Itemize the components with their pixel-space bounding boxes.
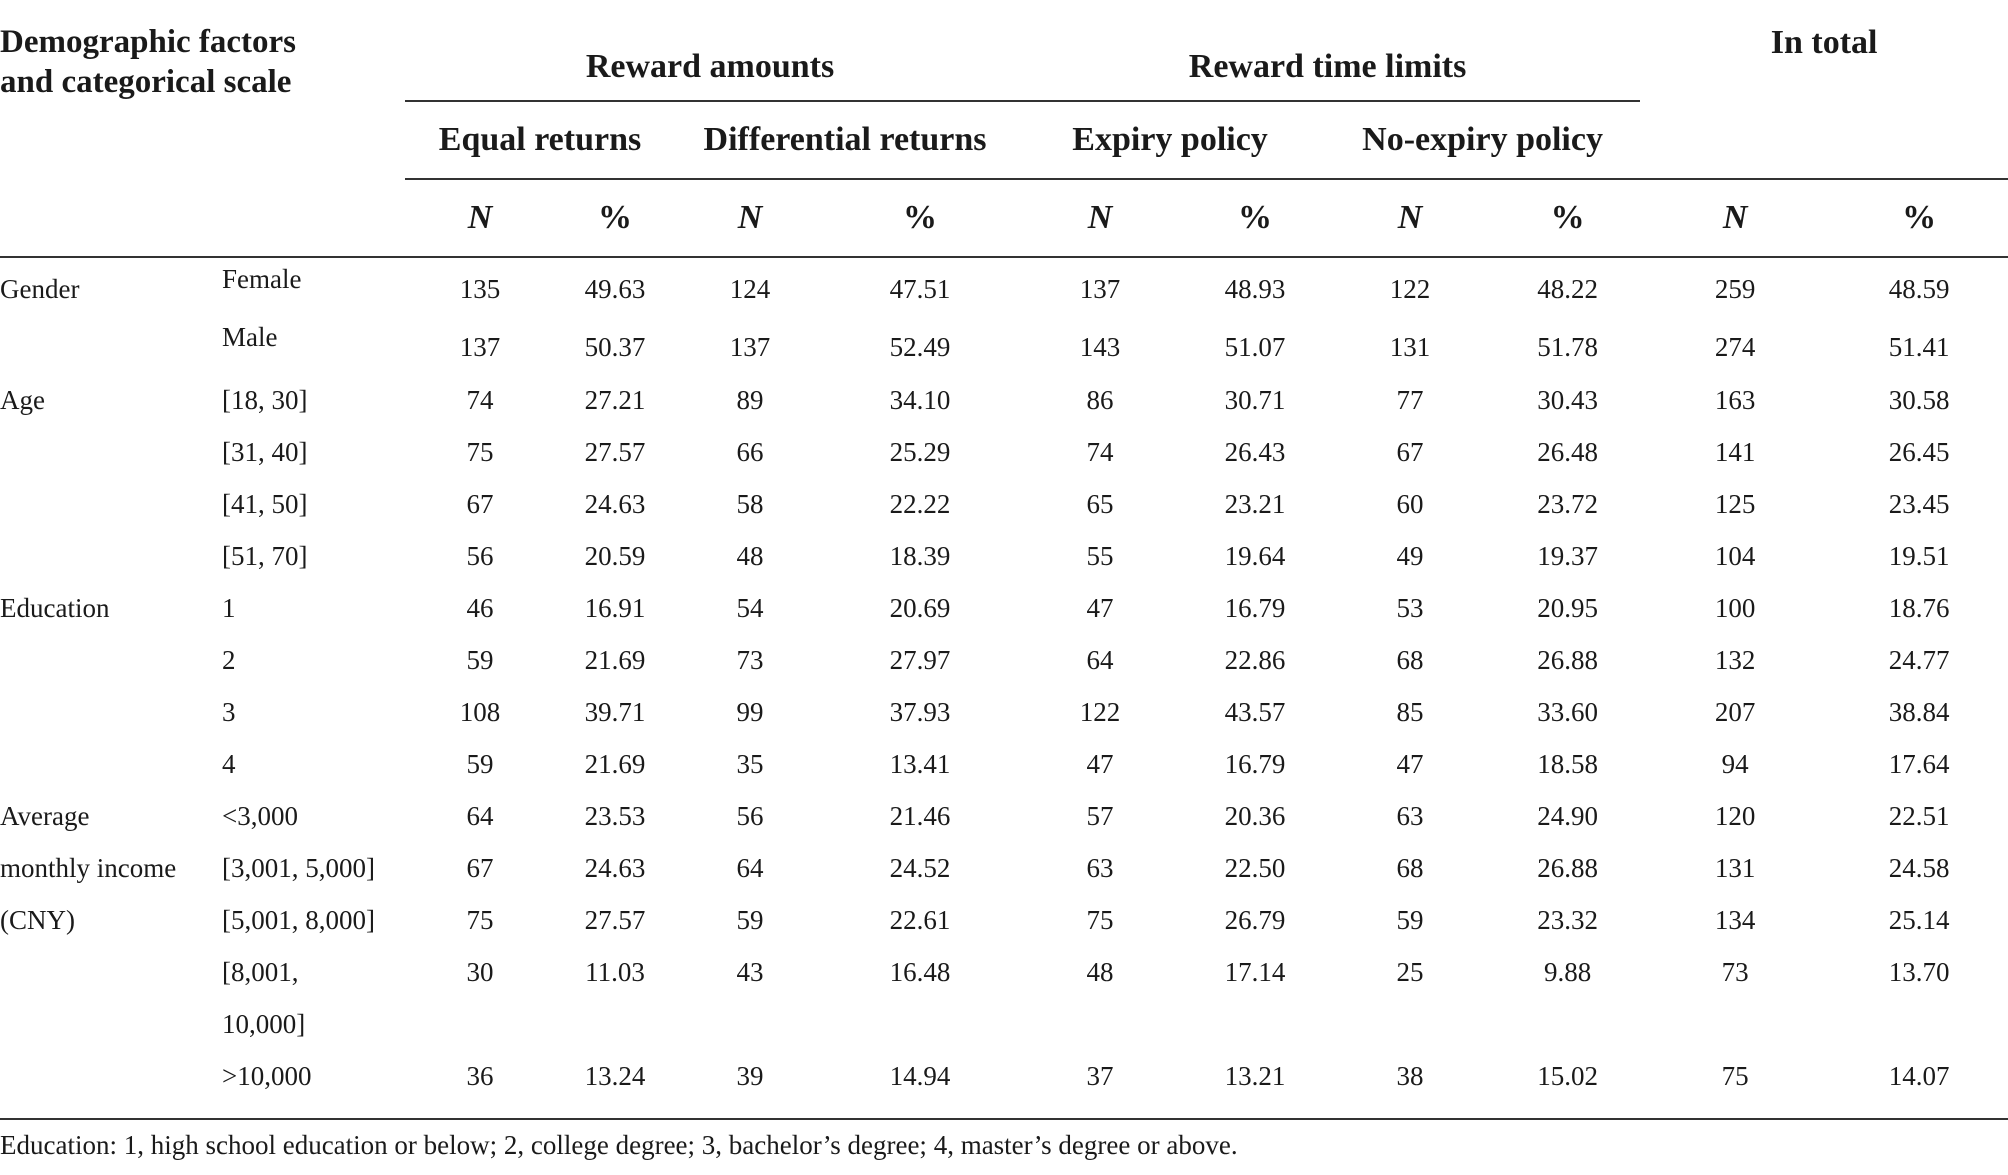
pct-value-cell: 13.70 [1888,956,1950,987]
pct-value-cell: 26.79 [1224,904,1286,935]
col-n: N [675,179,825,257]
pct-value-cell: 16.79 [1224,592,1286,623]
sub-expiry-policy: Expiry policy [1015,101,1325,179]
n-value-cell: 67 [466,852,494,883]
scale-cell: [41, 50] [222,488,308,519]
factor-cell: Age [0,384,45,415]
scale-cell: [31, 40] [222,436,308,467]
group-reward-time-limits: Reward time limits [1015,0,1640,101]
scale-cell: 3 [222,696,236,727]
n-value-cell: 75 [466,436,494,467]
pct-value-cell: 13.21 [1185,1050,1325,1119]
pct-value-cell: 21.69 [584,644,646,675]
n-value-cell: 65 [1086,488,1114,519]
n-value-cell: 59 [466,748,494,779]
pct-value-cell: 48.59 [1888,273,1950,304]
group-reward-amounts: Reward amounts [405,0,1015,101]
pct-value-cell: 37.93 [889,696,951,727]
n-value-cell: 89 [736,384,764,415]
n-value-cell: 49 [1396,540,1424,571]
pct-value-cell: 21.69 [584,748,646,779]
n-value-cell: 36 [405,1050,555,1119]
scale-cell: [18, 30] [222,384,308,415]
scale-cell: [51, 70] [222,540,308,571]
pct-value-cell: 24.63 [584,852,646,883]
pct-value-cell: 26.48 [1537,436,1598,467]
n-value-cell: 63 [1086,852,1114,883]
scale-cell: [8,001, [222,956,299,987]
table-body [0,257,2008,1119]
n-value-cell: 38 [1325,1050,1495,1119]
pct-value-cell: 23.21 [1224,488,1286,519]
pct-value-cell: 24.58 [1888,852,1950,883]
pct-value-cell: 48.22 [1537,273,1598,304]
sub-differential-returns: Differential returns [675,101,1015,179]
table-row [0,790,2008,842]
n-value-cell: 135 [459,273,501,304]
n-value-cell: 68 [1396,852,1424,883]
pct-value-cell: 13.24 [555,1050,675,1119]
n-value-cell [1640,998,1830,1050]
pct-value-cell: 22.86 [1224,644,1286,675]
pct-value-cell: 16.79 [1224,748,1286,779]
pct-value-cell: 38.84 [1888,696,1950,727]
pct-value-cell [1495,998,1640,1050]
pct-value-cell: 27.97 [889,644,951,675]
scale-cell: 1 [222,592,236,623]
pct-value-cell: 18.39 [889,540,951,571]
table-row [0,426,2008,478]
factor-cell: Education [0,592,110,623]
pct-value-cell: 16.48 [889,956,951,987]
n-value-cell: 74 [466,384,494,415]
scale-cell: >10,000 [222,1050,405,1119]
factor-cell [0,634,222,686]
n-value-cell: 143 [1079,331,1121,362]
factor-cell [0,1050,222,1119]
n-value-cell: 207 [1714,696,1756,727]
n-value-cell: 73 [736,644,764,675]
pct-value-cell: 30.43 [1537,384,1598,415]
n-value-cell: 131 [1389,331,1431,362]
col-pct: % [1185,179,1325,257]
n-value-cell: 59 [1396,904,1424,935]
n-value-cell: 108 [459,696,501,727]
n-value-cell: 104 [1714,540,1756,571]
table-row [0,1050,2008,1119]
factor-cell [0,426,222,478]
n-value-cell: 59 [736,904,764,935]
factor-cell: (CNY) [0,904,75,935]
pct-value-cell: 22.22 [889,488,951,519]
pct-value-cell: 23.53 [584,800,646,831]
pct-value-cell: 51.78 [1537,331,1598,362]
table-row [0,374,2008,426]
scale-cell: [5,001, 8,000] [222,904,375,935]
n-value-cell: 67 [466,488,494,519]
table-row [0,738,2008,790]
pct-value-cell: 24.90 [1537,800,1598,831]
n-value-cell: 58 [736,488,764,519]
n-value-cell: 94 [1721,748,1749,779]
n-value-cell: 259 [1714,273,1756,304]
n-value-cell: 43 [736,956,764,987]
pct-value-cell: 25.14 [1888,904,1950,935]
pct-value-cell: 51.41 [1888,331,1950,362]
pct-value-cell: 23.32 [1537,904,1598,935]
n-value-cell: 47 [1396,748,1424,779]
n-value-cell: 56 [736,800,764,831]
factor-cell [0,478,222,530]
n-value-cell: 86 [1086,384,1114,415]
n-value-cell: 30 [466,956,494,987]
factor-cell [0,530,222,582]
table-row [0,257,2008,316]
corner-line2: and categorical scale [0,64,292,100]
factor-cell: Gender [0,273,80,304]
n-value-cell: 120 [1714,800,1756,831]
pct-value-cell: 20.59 [584,540,646,571]
pct-value-cell: 30.71 [1224,384,1286,415]
n-value-cell: 64 [736,852,764,883]
n-value-cell: 57 [1086,800,1114,831]
table-footnote: Education: 1, high school education or below; 2, college degree; 3, bachelor’s degree; 4, master’s degree or above. [0,1130,1238,1160]
n-value-cell: 124 [729,273,771,304]
table-row [0,686,2008,738]
pct-value-cell: 26.88 [1537,644,1598,675]
n-value-cell: 56 [466,540,494,571]
scale-cell: 2 [222,644,236,675]
pct-value-cell: 16.91 [584,592,646,623]
n-value-cell: 60 [1396,488,1424,519]
pct-value-cell: 43.57 [1224,696,1286,727]
table-row [0,946,2008,998]
n-value-cell: 64 [1086,644,1114,675]
pct-value-cell: 11.03 [585,956,645,987]
table-row [0,478,2008,530]
n-value-cell [675,998,825,1050]
table-row [0,894,2008,946]
n-value-cell: 122 [1079,696,1121,727]
pct-value-cell: 26.45 [1888,436,1950,467]
pct-value-cell: 27.57 [584,904,646,935]
factor-cell [0,946,222,998]
pct-value-cell: 24.63 [584,488,646,519]
factor-cell [0,316,222,374]
pct-value-cell: 23.45 [1888,488,1950,519]
col-n: N [1640,179,1830,257]
n-value-cell: 63 [1396,800,1424,831]
pct-value-cell: 47.51 [889,273,951,304]
n-value-cell: 100 [1714,592,1756,623]
scale-cell: <3,000 [222,800,298,831]
n-value-cell: 55 [1086,540,1114,571]
n-value-cell: 46 [466,592,494,623]
n-value-cell: 53 [1396,592,1424,623]
n-value-cell: 48 [736,540,764,571]
pct-value-cell: 13.41 [889,748,951,779]
n-value-cell: 125 [1714,488,1756,519]
pct-value-cell [1185,998,1325,1050]
pct-value-cell: 23.72 [1537,488,1598,519]
n-value-cell: 75 [466,904,494,935]
pct-value-cell: 26.43 [1224,436,1286,467]
pct-value-cell: 52.49 [889,331,951,362]
pct-value-cell: 22.50 [1224,852,1286,883]
n-value-cell: 141 [1714,436,1756,467]
pct-value-cell: 20.36 [1224,800,1286,831]
pct-value-cell [1830,998,2008,1050]
pct-value-cell: 30.58 [1888,384,1950,415]
group-in-total: In total [1770,24,1878,61]
pct-value-cell: 33.60 [1537,696,1598,727]
pct-value-cell: 20.69 [889,592,951,623]
pct-value-cell: 49.63 [584,273,646,304]
n-value-cell [1015,998,1185,1050]
pct-value-cell: 34.10 [889,384,951,415]
n-value-cell: 47 [1086,748,1114,779]
table-row [0,316,2008,374]
n-value-cell: 85 [1396,696,1424,727]
table-row [0,634,2008,686]
pct-value-cell: 9.88 [1543,956,1592,987]
sub-equal-returns: Equal returns [405,101,675,179]
n-value-cell: 66 [736,436,764,467]
pct-value-cell: 20.95 [1537,592,1598,623]
table-row [0,530,2008,582]
pct-value-cell: 51.07 [1224,331,1286,362]
factor-cell: Average [0,800,90,831]
factor-cell [0,686,222,738]
pct-value-cell: 15.02 [1495,1050,1640,1119]
factor-cell [0,998,222,1050]
pct-value-cell: 25.29 [889,436,951,467]
pct-value-cell: 27.57 [584,436,646,467]
pct-value-cell: 14.94 [825,1050,1015,1119]
scale-cell: Male [222,322,278,352]
col-pct: % [555,179,675,257]
corner-header [0,0,405,257]
pct-value-cell: 50.37 [584,331,646,362]
n-value-cell: 163 [1714,384,1756,415]
pct-value-cell: 22.51 [1888,800,1950,831]
n-value-cell: 47 [1086,592,1114,623]
n-value-cell: 68 [1396,644,1424,675]
col-n: N [1015,179,1185,257]
n-value-cell: 274 [1714,331,1756,362]
table-row [0,582,2008,634]
n-value-cell: 67 [1396,436,1424,467]
col-pct: % [1495,179,1640,257]
corner-line1: Demographic factors [0,24,297,60]
n-value-cell [1325,998,1495,1050]
pct-value-cell: 17.14 [1224,956,1286,987]
scale-cell: 10,000] [222,1008,306,1039]
table-row [0,842,2008,894]
n-value-cell: 75 [1086,904,1114,935]
n-value-cell: 64 [466,800,494,831]
pct-value-cell: 19.51 [1888,540,1950,571]
n-value-cell: 134 [1714,904,1756,935]
n-value-cell: 74 [1086,436,1114,467]
n-value-cell [405,998,555,1050]
col-pct: % [825,179,1015,257]
factor-cell [0,738,222,790]
n-value-cell: 37 [1015,1050,1185,1119]
scale-cell: 4 [222,748,236,779]
pct-value-cell: 22.61 [889,904,951,935]
pct-value-cell: 27.21 [584,384,646,415]
n-value-cell: 35 [736,748,764,779]
pct-value-cell: 39.71 [584,696,646,727]
pct-value-cell: 24.77 [1888,644,1950,675]
pct-value-cell: 19.37 [1537,540,1598,571]
n-value-cell: 137 [459,331,501,362]
pct-value-cell: 14.07 [1830,1050,2008,1119]
n-value-cell: 122 [1389,273,1431,304]
pct-value-cell [825,998,1015,1050]
factor-cell: monthly income [0,852,177,883]
n-value-cell: 77 [1396,384,1424,415]
pct-value-cell: 26.88 [1537,852,1598,883]
n-value-cell: 54 [736,592,764,623]
pct-value-cell: 48.93 [1224,273,1286,304]
n-value-cell: 25 [1396,956,1424,987]
pct-value-cell: 18.76 [1888,592,1950,623]
n-value-cell: 73 [1721,956,1749,987]
n-value-cell: 131 [1714,852,1756,883]
n-value-cell: 132 [1714,644,1756,675]
pct-value-cell [555,998,675,1050]
sub-no-expiry-policy: No-expiry policy [1325,101,1640,179]
table-row [0,998,2008,1050]
pct-value-cell: 24.52 [889,852,951,883]
n-value-cell: 99 [736,696,764,727]
col-pct: % [1830,179,2008,257]
n-value-cell: 137 [1079,273,1121,304]
col-n: N [405,179,555,257]
scale-cell: [3,001, 5,000] [222,852,375,883]
n-value-cell: 137 [729,331,771,362]
scale-cell: Female [222,264,302,294]
pct-value-cell: 19.64 [1224,540,1286,571]
n-value-cell: 39 [675,1050,825,1119]
pct-value-cell: 17.64 [1888,748,1950,779]
n-value-cell: 48 [1086,956,1114,987]
n-value-cell: 59 [466,644,494,675]
col-n: N [1325,179,1495,257]
pct-value-cell: 21.46 [889,800,951,831]
n-value-cell: 75 [1640,1050,1830,1119]
pct-value-cell: 18.58 [1537,748,1598,779]
